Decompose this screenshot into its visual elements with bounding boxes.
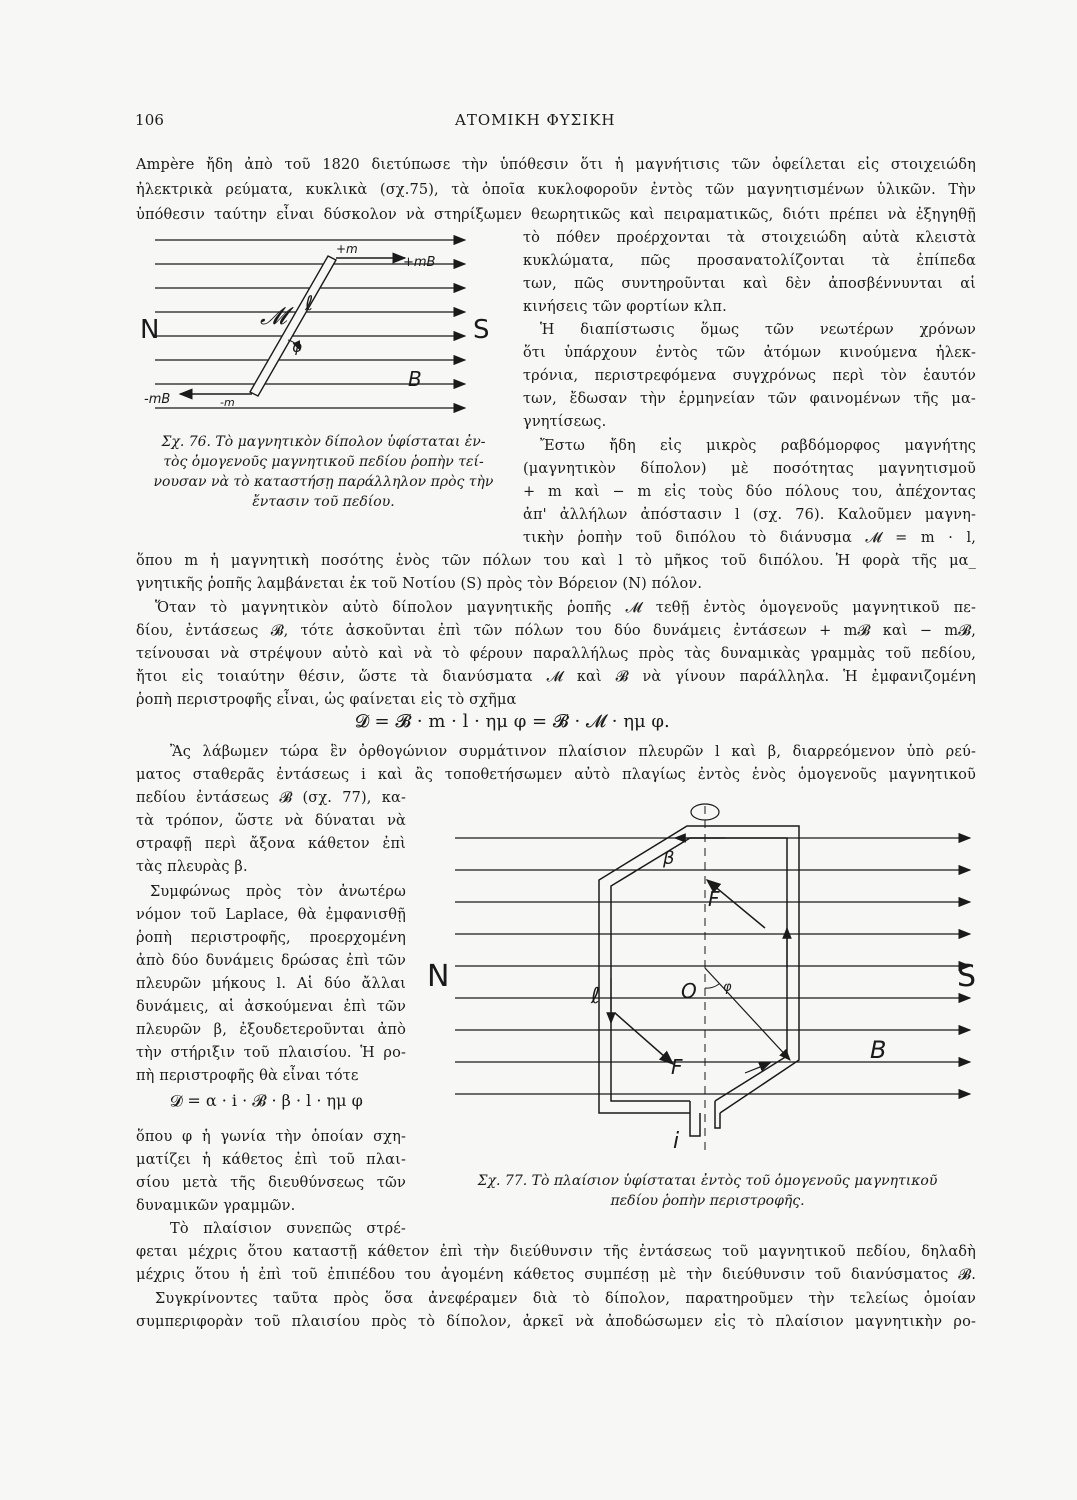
- para2-line2: ὅτι ὑπάρχουν ἐντὸς τῶν ἀτόμων κινούμενα ἠλεκ-: [523, 345, 976, 361]
- para7-col3: σίου μετὰ τῆς διευθύνσεως τῶν: [136, 1175, 406, 1191]
- para3-line4: ἀπ' ἀλλήλων ἀπόστασιν l (σχ. 76). Καλοῦμεν μαγνη-: [523, 507, 976, 523]
- para4-line2: δίου, ἐντάσεως 𝓑, τότε ἀσκοῦνται ἐπὶ τῶν πόλων του δύο δυνάμεις ἐντάσεων + m𝓑 καὶ − m𝓑,: [136, 623, 976, 639]
- fig76-caption-line3: νουσαν νὰ τὸ καταστήσῃ παράλληλον πρὸς τὴν: [153, 474, 494, 490]
- fig77-O-label: O: [681, 979, 697, 1003]
- para6-col1: Συμφώνως πρὸς τὸν ἀνωτέρω: [150, 884, 406, 900]
- para5-col4: τὰς πλευρὰς β.: [136, 859, 248, 875]
- fig76-S-label: S: [473, 315, 490, 345]
- para6-col2: νόμον τοῦ Laplace, θὰ ἐμφανισθῇ: [136, 907, 406, 923]
- figure-76-svg: [140, 228, 500, 418]
- fig77-F-top-label: F: [708, 887, 720, 911]
- para2-line1: Ἡ διαπίστωσις ὅμως τῶν νεωτέρων χρόνων: [540, 322, 976, 338]
- para6-col7: πλευρῶν β, ἐξουδετεροῦνται ἀπὸ: [136, 1022, 406, 1038]
- fig76-minus-m-label: -m: [220, 396, 235, 409]
- fig76-phi-label: φ: [292, 338, 302, 356]
- fig76-caption-line4: ἔντασιν τοῦ πεδίου.: [252, 494, 395, 510]
- para7-col1: ὅπου φ ἡ γωνία τὴν ὁποίαν σχη-: [136, 1129, 406, 1145]
- para8-line3: μέχρις ὅτου ἡ ἐπὶ τοῦ ἐπιπέδου του ἀγομένη κάθετος συμπέσῃ μὲ τὴν διεύθυνσιν τοῦ διανύσματος 𝓑.: [136, 1267, 976, 1283]
- para6-col6: δυνάμεις, αἱ ἀσκούμεναι ἐπὶ τῶν: [136, 999, 406, 1015]
- figure-76-caption: [136, 432, 511, 512]
- fig77-B-label: B: [870, 1036, 887, 1064]
- equation-1: 𝓓 = 𝓑 · m · l · ημ φ = 𝓑 · 𝓜 · ημ φ.: [355, 711, 670, 732]
- fig77-F-bottom-label: F: [671, 1055, 683, 1079]
- fig77-N-label: N: [427, 959, 450, 994]
- figure-77-caption: [425, 1171, 990, 1211]
- para7-col2: ματίζει ἡ κάθετος ἐπὶ τοῦ πλαι-: [136, 1152, 406, 1168]
- para3-line5: τικὴν ῥοπὴν τοῦ διπόλου τὸ διάνυσμα 𝓜 = m · l,: [523, 530, 976, 546]
- para8-line2: φεται μέχρις ὅτου καταστῇ κάθετον ἐπὶ τὴν διεύθυνσιν τῆς ἐντάσεως τοῦ μαγνητικοῦ πεδίου, δηλαδὴ: [136, 1244, 976, 1260]
- fig76-plus-mB-label: +mB: [403, 255, 436, 270]
- wire-frame: [599, 826, 799, 1136]
- fig76-caption-line2: τὸς ὁμογενοῦς μαγνητικοῦ πεδίου ῥοπὴν τεί-: [163, 454, 484, 470]
- normal-vector: [705, 968, 790, 1060]
- fig76-l-label: ℓ: [305, 291, 314, 315]
- para5-col3: στραφῇ περὶ ἄξονα κάθετον ἐπὶ: [136, 836, 406, 852]
- equation-2: 𝓓 = α · i · 𝓑 · β · l · ημ φ: [170, 1091, 363, 1110]
- para5-col2: τὰ τρόπον, ὥστε νὰ δύναται νὰ: [136, 813, 406, 829]
- fig77-caption-line2: πεδίου ῥοπὴν περιστροφῆς.: [610, 1193, 805, 1209]
- force-bottom-arrow: [615, 1013, 673, 1064]
- fig77-l-label: ℓ: [591, 984, 601, 1009]
- para3-line7: γνητικῆς ῥοπῆς λαμβάνεται ἐκ τοῦ Νοτίου (S) πρὸς τὸν Βόρειον (N) πόλον.: [136, 576, 703, 592]
- para1-right2: κυκλώματα, πῶς προσανατολίζονται τὰ ἐπίπεδα: [523, 253, 976, 269]
- page-number: 106: [135, 111, 165, 129]
- fig76-caption-line1: Σχ. 76. Τὸ μαγνητικὸν δίπολον ὑφίσταται ἐν-: [161, 434, 486, 450]
- fig77-S-label: S: [957, 959, 977, 994]
- para3-line6: ὅπου m ἡ μαγνητικὴ ποσότης ἑνὸς τῶν πόλων του καὶ l τὸ μῆκος τοῦ διπόλου. Ἡ φορὰ τῆς μα_: [136, 553, 976, 569]
- para5-line1: Ἂς λάβωμεν τώρα ἓν ὀρθογώνιον συρμάτινον πλαίσιον πλευρῶν l καὶ β, διαρρεόμενον ὑπὸ ρεύ-: [170, 744, 976, 760]
- para1-right1: τὸ πόθεν προέρχονται τὰ στοιχειώδη αὐτὰ κλειστὰ: [523, 230, 976, 246]
- angle-arc-77: [705, 984, 719, 988]
- para1-line1: Ampère ἤδη ἀπὸ τοῦ 1820 διετύπωσε τὴν ὑπόθεσιν ὅτι ἡ μαγνήτισις τῶν ὀφείλεται εἰς στοιχειώδη: [136, 157, 976, 173]
- fig77-beta-label: β: [663, 848, 675, 869]
- para6-col4: ἀπὸ δύο δυνάμεις δρώσας ἐπὶ τῶν: [136, 953, 406, 969]
- para5-col1: πεδίου ἐντάσεως 𝓑 (σχ. 77), κα-: [136, 790, 406, 806]
- figure-76-dipole: [140, 228, 500, 418]
- fig76-B-label: B: [408, 367, 422, 391]
- running-title: ΑΤΟΜΙΚΗ ΦΥΣΙΚΗ: [455, 111, 616, 129]
- para7-col4: δυναμικῶν γραμμῶν.: [136, 1198, 296, 1214]
- para9-line1: Συγκρίνοντες ταῦτα πρὸς ὅσα ἀνεφέραμεν διὰ τὸ δίπολον, παρατηροῦμεν τὴν τελείως ὁμοίαν: [155, 1291, 976, 1307]
- para2-line3: τρόνια, περιστρεφόμενα συγχρόνως περὶ τὸν ἑαυτόν: [523, 368, 976, 384]
- para4-line5: ῥοπὴ περιστροφῆς εἶναι, ὡς φαίνεται εἰς τὸ σχῆμα: [136, 692, 517, 708]
- para5-line2: ματος σταθερᾶς ἐντάσεως i καὶ ἂς τοποθετήσωμεν αὐτὸ πλαγίως ἐντὸς ἑνὸς ὁμογενοῦς μαγνητικοῦ: [136, 767, 976, 783]
- fig77-phi-label: φ: [723, 980, 732, 995]
- field-lines-77: [455, 838, 970, 1094]
- para4-line3: τείνουσαι νὰ στρέψουν αὐτὸ καὶ νὰ τὸ φέρουν παραλλήλως πρὸς τὰς δυναμικὰς γραμμὰς τοῦ πεδίου,: [136, 646, 976, 662]
- para9-line2: συμπεριφορὰν τοῦ πλαισίου πρὸς τὸ δίπολον, ἀρκεῖ νὰ ἀποδώσωμεν εἰς τὸ πλαίσιον μαγνητικὴν ρο-: [136, 1314, 976, 1330]
- fig76-plus-m-label: +m: [336, 242, 358, 256]
- para6-col5: πλευρῶν μήκους l. Αἱ δύο ἄλλαι: [136, 976, 406, 992]
- para3-line1: Ἔστω ἤδη εἰς μικρὸς ραβδόμορφος μαγνήτης: [540, 438, 976, 454]
- para4-line1: Ὅταν τὸ μαγνητικὸν αὐτὸ δίπολον μαγνητικῆς ῥοπῆς 𝓜 τεθῇ ἐντὸς ὁμογενοῦς μαγνητικοῦ πε-: [155, 600, 976, 616]
- fig77-caption-line1: Σχ. 77. Τὸ πλαίσιον ὑφίσταται ἐντὸς τοῦ ὁμογενοῦς μαγνητικοῦ: [477, 1173, 938, 1189]
- fig77-i-label: i: [673, 1129, 680, 1154]
- current-arrow-bottom: [745, 1063, 770, 1073]
- para3-line3: + m καὶ − m εἰς τοὺς δύο πόλους του, ἀπέχοντας: [523, 484, 976, 500]
- para2-line5: γνητίσεως.: [523, 414, 607, 430]
- para1-line3: ὑπόθεσιν ταύτην εἶναι δύσκολον νὰ στηρίξωμεν θεωρητικῶς καὶ πειραματικῶς, διότι πρέπει νὰ ἐξηγηθῇ: [136, 207, 976, 223]
- para8-col1: Τὸ πλαίσιον συνεπῶς στρέ-: [170, 1221, 406, 1237]
- fig76-N-label: N: [140, 315, 160, 345]
- para1-line2: ἠλεκτρικὰ ρεύματα, κυκλικὰ (σχ.75), τὰ ὁποῖα κυκλοφοροῦν ἐντὸς τῶν μαγνητισμένων ὑλικῶν. Τὴν: [136, 182, 976, 198]
- para4-line4: ἤτοι εἰς τοιαύτην θέσιν, ὥστε τὰ διανύσματα 𝓜 καὶ 𝓑 νὰ γίνουν παράλληλα. Ἡ ἐμφανιζομένη: [136, 669, 976, 685]
- para3-line2: (μαγνητικὸν δίπολον) μὲ ποσότητας μαγνητισμοῦ: [523, 461, 976, 477]
- figure-77-svg: [425, 798, 990, 1163]
- para6-col9: πὴ περιστροφῆς θὰ εἶναι τότε: [136, 1068, 359, 1084]
- para1-right3: των, πῶς συντηροῦνται καὶ δὲν ἀποσβέννυνται αἱ: [523, 276, 976, 292]
- para1-right4: κινήσεις τῶν φορτίων κλπ.: [523, 299, 727, 315]
- figure-77-frame: [425, 798, 990, 1163]
- para6-col3: ῥοπὴ περιστροφῆς, προερχομένη: [136, 930, 406, 946]
- para6-col8: τὴν στήριξιν τοῦ πλαισίου. Ἡ ρο-: [136, 1045, 406, 1061]
- para2-line4: των, ἔδωσαν τὴν ἑρμηνείαν τῶν φαινομένων τῆς μα-: [523, 391, 976, 407]
- fig76-M-label: 𝓜: [260, 302, 287, 330]
- fig76-minus-mB-label: -mB: [144, 392, 171, 407]
